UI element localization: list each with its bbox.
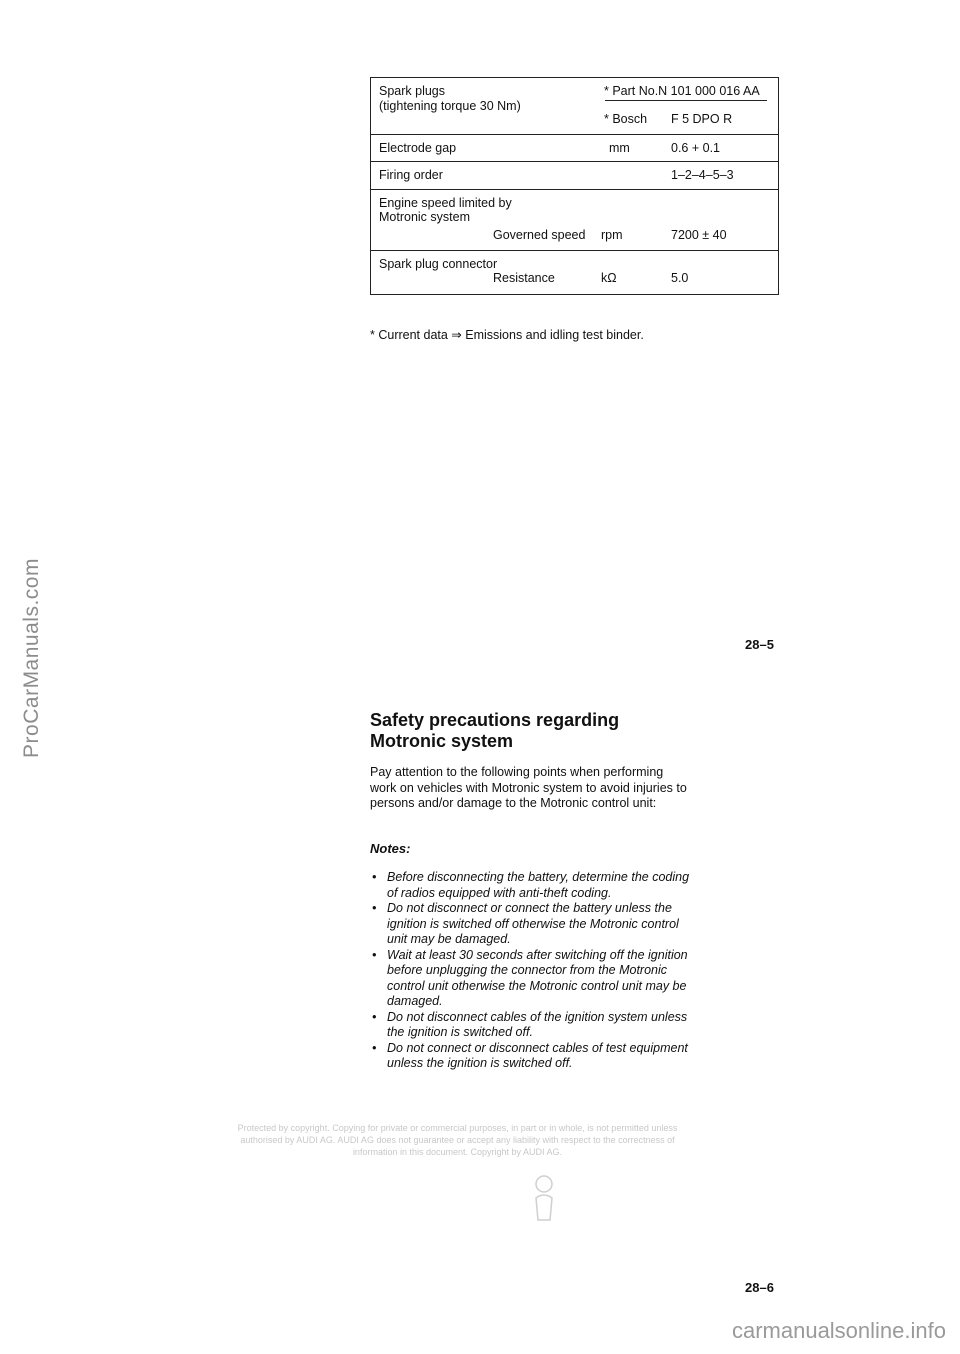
list-item-text: Wait at least 30 seconds after switching off the ignition before unplugging the connector from the Motronic control unit otherwise the Motronic control unit may be damaged.	[387, 947, 688, 1008]
spark-plugs-label: Spark plugs	[379, 84, 446, 98]
electrode-label: Electrode gap	[379, 141, 457, 155]
list-item	[370, 1010, 690, 1041]
bosch-value: F 5 DPO R	[671, 112, 733, 126]
bullet-icon: •	[372, 901, 377, 915]
connector-label: Spark plug connector	[379, 257, 498, 271]
resistance-value: 5.0	[671, 271, 689, 285]
governed-value: 7200 ± 40	[671, 228, 727, 242]
bosch-label: * Bosch	[604, 112, 648, 126]
section-title-line2: Motronic system	[370, 731, 514, 751]
part-no: * Part No.N 101 000 016 AA	[604, 84, 760, 98]
resistance-unit: kΩ	[601, 271, 617, 285]
list-item	[370, 948, 690, 1010]
section-title-line1: Safety precautions regarding	[370, 710, 620, 730]
watermark-figure-icon	[528, 1170, 588, 1230]
spec-table	[370, 77, 779, 295]
notes-label: Notes:	[370, 841, 411, 856]
list-item	[370, 1041, 690, 1072]
spec-row-connector	[371, 250, 778, 294]
resistance-label: Resistance	[493, 271, 555, 285]
list-item-text: Do not disconnect or connect the battery unless the ignition is switched off otherwise the Motronic control unit may be damaged.	[387, 901, 679, 946]
bullet-icon: •	[372, 1040, 377, 1055]
spec-row-firing-order	[371, 161, 778, 189]
bullet-icon: •	[372, 870, 377, 884]
list-item-text: Do not connect or disconnect cables of test equipment unless the ignition is switched off.	[387, 1040, 688, 1070]
list-item-text: Do not disconnect cables of the ignition system unless the ignition is switched off.	[387, 1009, 688, 1039]
governed-label: Governed speed	[493, 228, 586, 242]
list-item	[370, 901, 690, 948]
firing-value: 1–2–4–5–3	[671, 168, 734, 182]
spec-row-spark-plugs	[371, 78, 778, 134]
side-watermark: ProCarManuals.com	[20, 558, 43, 758]
bullet-icon: •	[372, 947, 377, 962]
spec-row-engine-speed	[371, 189, 778, 250]
spec-row-electrode-gap	[371, 134, 778, 161]
bullet-icon: •	[372, 1009, 377, 1024]
engine-speed-label: Engine speed limited by	[379, 196, 512, 210]
motronic-label: Motronic system	[379, 210, 470, 224]
list-item	[370, 870, 690, 901]
bottom-watermark: carmanualsonline.info	[731, 1318, 946, 1343]
intro-paragraph: Pay attention to the following points when performing work on vehicles with Motronic system to avoid injuries to persons and/or damage to the Motronic control unit:	[370, 765, 687, 810]
page-number: 28–6	[745, 1280, 774, 1295]
list-item-text: Before disconnecting the battery, determine the coding of radios equipped with anti-theft coding.	[387, 870, 690, 900]
section-title	[370, 710, 619, 752]
footnote: * Current data ⇒ Emissions and idling test binder.	[370, 328, 644, 342]
torque-label: (tightening torque 30 Nm)	[379, 99, 521, 113]
notes-list	[370, 870, 690, 1072]
governed-unit: rpm	[601, 228, 623, 242]
copyright-notice: Protected by copyright. Copying for private or commercial purposes, in part or in whole, is not permitted unless authorised by AUDI AG. AUDI AG does not guarantee or accept any liability with respect to the correctness of information in this document. Copyright by AUDI AG.	[237, 1123, 678, 1157]
electrode-value: 0.6 + 0.1	[671, 141, 720, 155]
electrode-unit: mm	[609, 141, 630, 155]
page-number: 28–5	[745, 637, 774, 652]
firing-label: Firing order	[379, 168, 443, 182]
part-no-divider	[605, 100, 767, 101]
